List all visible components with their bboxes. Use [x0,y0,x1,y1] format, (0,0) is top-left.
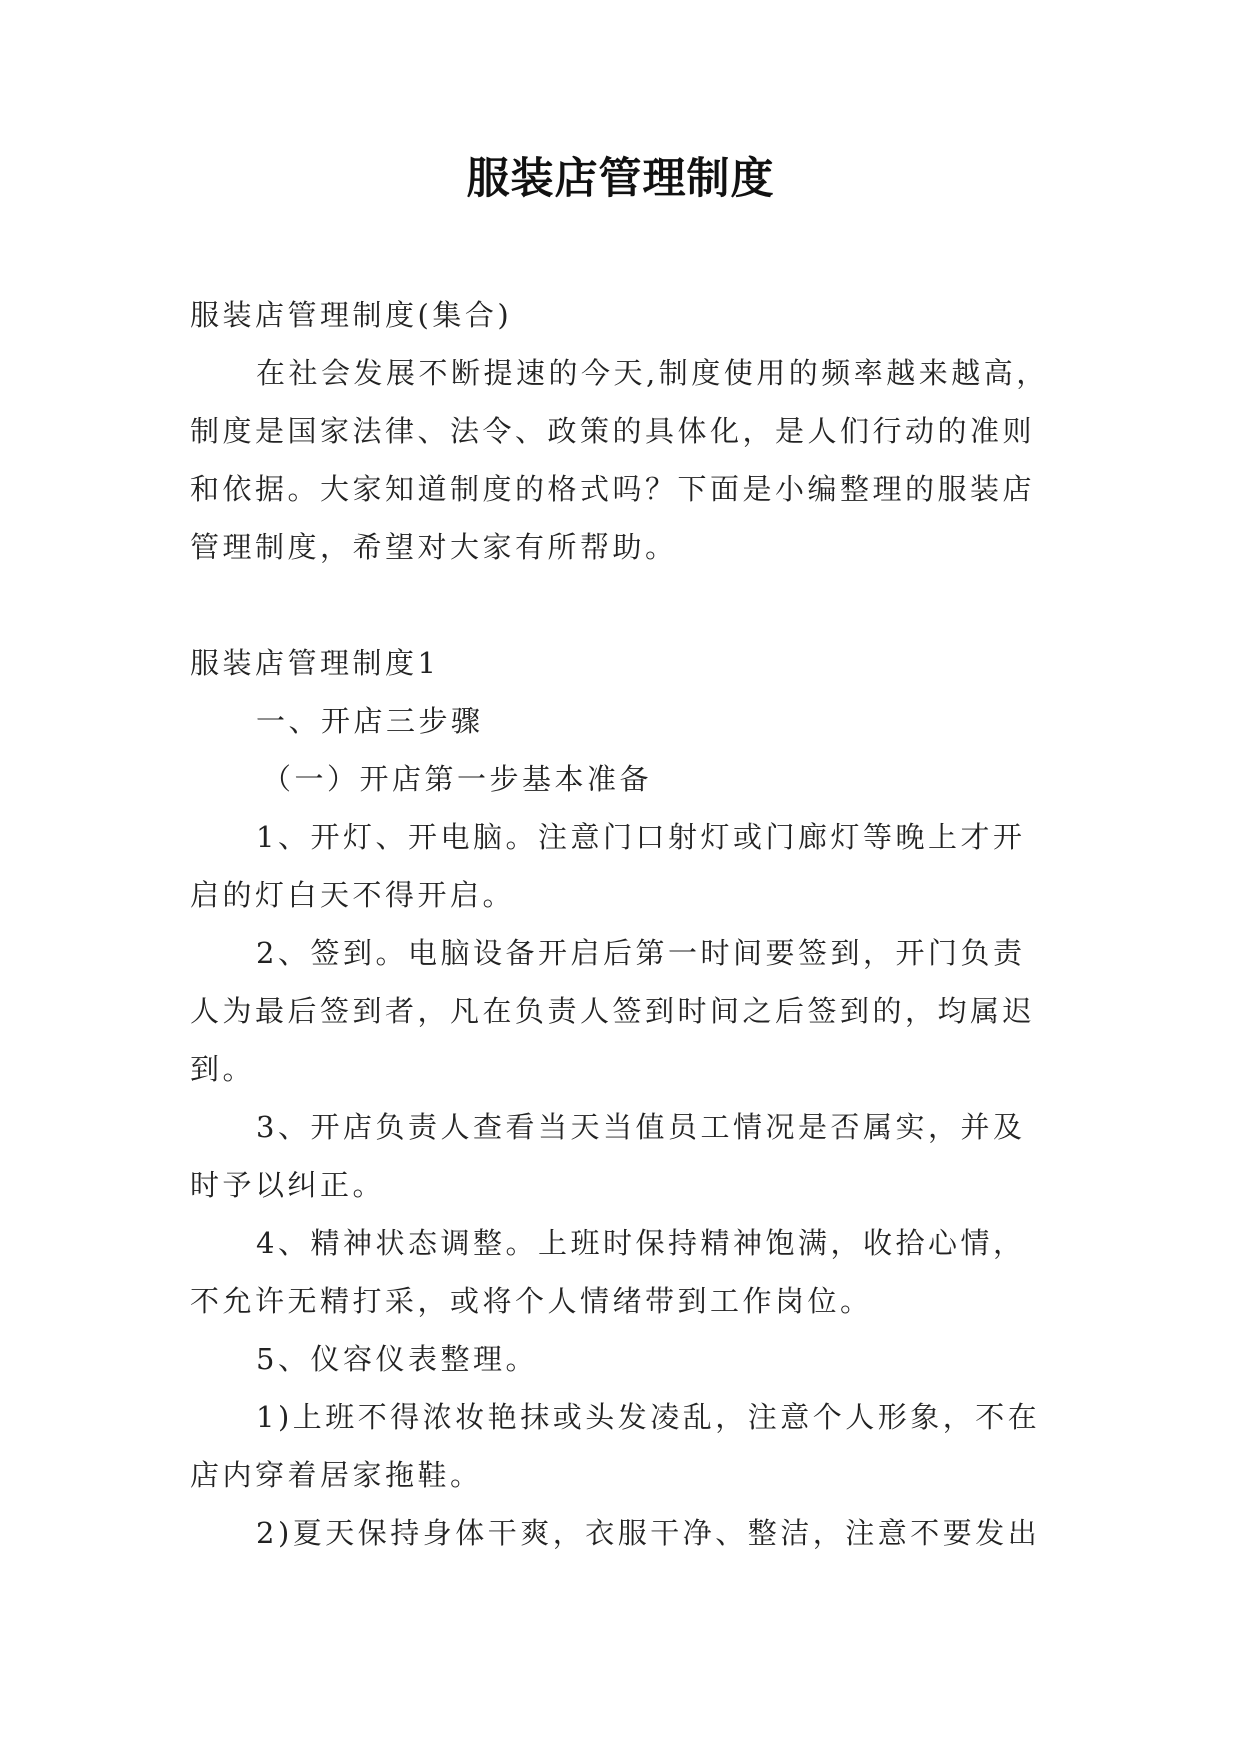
heading-level-2: （一）开店第一步基本准备 [262,762,653,796]
list-item: 1)上班不得浓妆艳抹或头发凌乱，注意个人形象，不在店内穿着居家拖鞋。 [190,1400,1041,1492]
intro-paragraph: 在社会发展不断提速的今天,制度使用的频率越来越高，制度是国家法律、法令、政策的具体化，是人们行动的准则和依据。大家知道制度的格式吗？下面是小编整理的服装店管理制度，希望对大家有所帮助。 [190,356,1049,564]
list-item: 2、签到。电脑设备开启后第一时间要签到，开门负责人为最后签到者，凡在负责人签到时间之后签到的，均属迟到。 [190,936,1036,1086]
heading-level-1: 一、开店三步骤 [256,704,484,738]
list-item: 5、仪容仪表整理。 [256,1342,538,1376]
list-item: 4、精神状态调整。上班时保持精神饱满，收拾心情，不允许无精打采，或将个人情绪带到工作岗位。 [190,1226,1026,1318]
document-title: 服装店管理制度 [466,154,775,204]
list-item: 2)夏天保持身体干爽，衣服干净、整洁，注意不要发出 [256,1516,1041,1550]
document-body [190,286,1054,1562]
paragraph-gap [190,576,1054,634]
document-subtitle: 服装店管理制度(集合) [190,298,513,332]
section-title: 服装店管理制度1 [190,646,440,680]
list-item: 3、开店负责人查看当天当值员工情况是否属实，并及时予以纠正。 [190,1110,1026,1202]
list-item: 1、开灯、开电脑。注意门口射灯或门廊灯等晚上才开启的灯白天不得开启。 [190,820,1026,912]
